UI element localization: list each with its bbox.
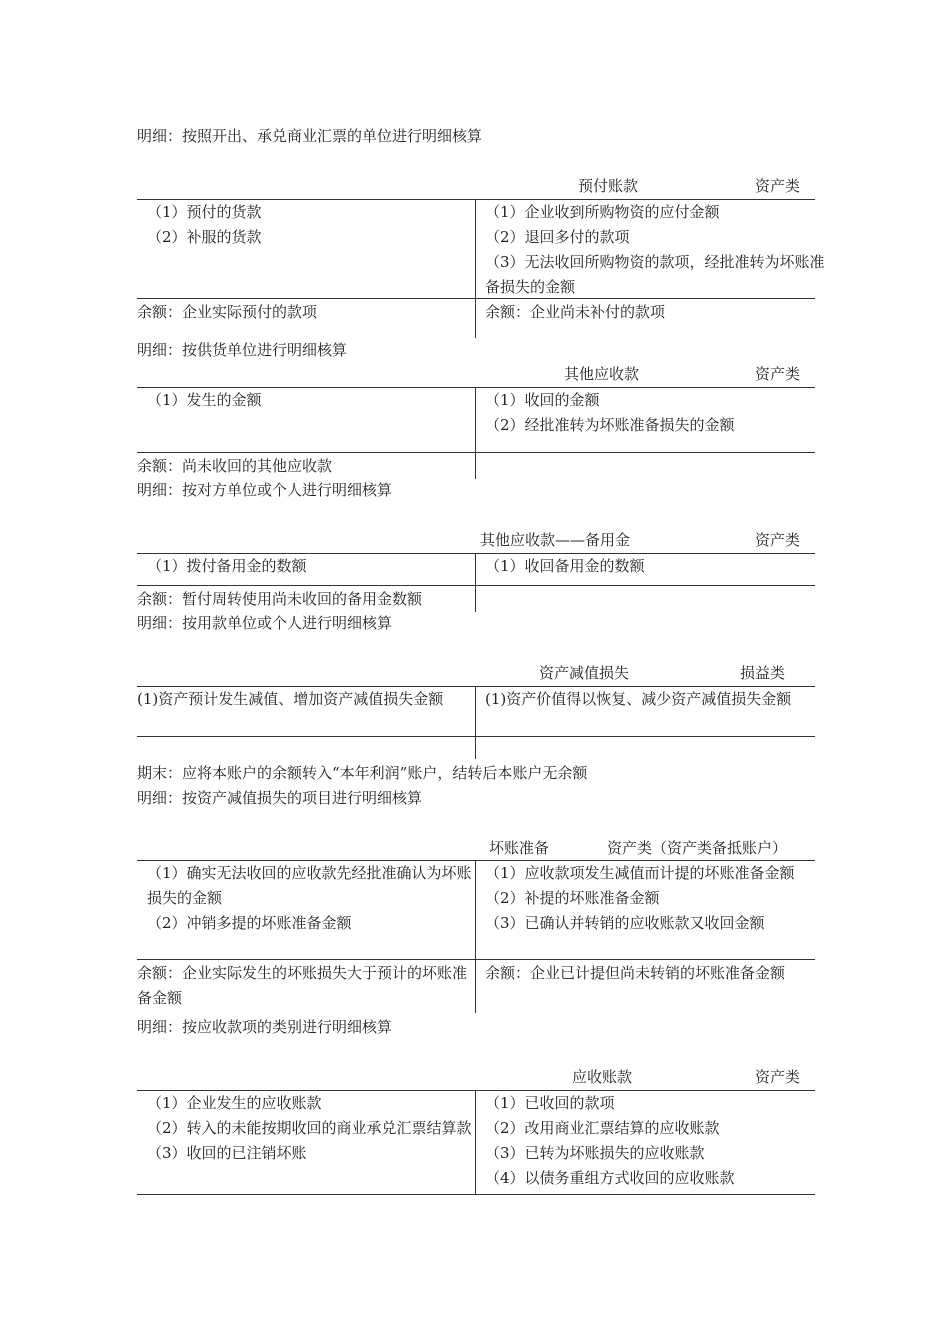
account-header-accounts-receivable — [137, 1065, 815, 1090]
detail-note: 明细：按资产减值损失的项目进行明细核算 — [137, 789, 423, 807]
period-end-note: 期末：应将本账户的余额转入“本年利润”账户，结转后本账户无余额 — [137, 764, 588, 782]
bottom-rule — [137, 1194, 815, 1195]
debit-entry: (1)资产预计发生减值、增加资产减值损失金额 — [137, 690, 444, 708]
t-account-petty-cash — [137, 553, 815, 586]
account-header-petty-cash — [137, 528, 815, 553]
debit-entry: （1）发生的金额 — [147, 391, 262, 409]
t-account-bad-debt — [137, 860, 815, 960]
credit-entry: （2）补提的坏账准备金额 — [485, 889, 660, 907]
debit-entry: （1）预付的货款 — [147, 203, 262, 221]
balance-row-bad-debt — [137, 959, 815, 1012]
account-header-impairment — [137, 661, 815, 686]
detail-note: 明细：按用款单位或个人进行明细核算 — [137, 614, 393, 632]
account-header-other-receivable — [137, 362, 815, 387]
account-name: 其他应收款——备用金 — [480, 531, 631, 549]
credit-entry: （4）以债务重组方式收回的应收账款 — [485, 1169, 735, 1187]
credit-side — [485, 861, 815, 936]
credit-entry: （3）已确认并转销的应收账款又收回金额 — [485, 914, 765, 932]
account-category: 损益类 — [740, 664, 786, 682]
credit-balance: 余额：企业尚未补付的款项 — [485, 303, 666, 321]
debit-balance-empty — [137, 737, 476, 759]
debit-entry: （1）企业发生的应收账款 — [147, 1094, 322, 1112]
debit-balance: 余额：暂付周转使用尚未收回的备用金数额 — [137, 586, 476, 612]
credit-side — [485, 1091, 815, 1191]
credit-entry: (1)资产价值得以恢复、减少资产减值损失金额 — [485, 690, 792, 708]
debit-side — [137, 687, 476, 737]
credit-entry: （3）无法收回所购物资的款项，经批准转为坏账准备损失的金额 — [485, 253, 825, 296]
debit-entry: （2）冲销多提的坏账准备金额 — [147, 914, 352, 932]
debit-balance: 余额：尚未收回的其他应收款 — [137, 453, 476, 479]
account-header-bad-debt — [137, 836, 815, 861]
balance-row-petty-cash — [137, 585, 815, 611]
debit-entry: （1）确实无法收回的应收款先经批准确认为坏账损失的金额 — [147, 864, 472, 907]
debit-balance: 余额：企业实际预付的款项 — [137, 299, 476, 338]
balance-row-impairment — [137, 736, 815, 759]
account-category: 资产类 — [755, 365, 801, 383]
account-name: 其他应收款 — [564, 365, 640, 383]
account-category: 资产类 — [755, 531, 801, 549]
credit-entry: （1）收回备用金的数额 — [485, 557, 645, 575]
credit-side — [485, 200, 825, 300]
credit-entry: （1）企业收到所购物资的应付金额 — [485, 203, 720, 221]
detail-note: 明细：按供货单位进行明细核算 — [137, 341, 348, 359]
credit-side — [485, 687, 815, 712]
credit-entry: （2）经批准转为坏账准备损失的金额 — [485, 416, 735, 434]
detail-note: 明细：按应收款项的类别进行明细核算 — [137, 1018, 393, 1036]
debit-side — [137, 554, 476, 586]
debit-entry: （2）补服的货款 — [147, 228, 262, 246]
account-name: 应收账款 — [572, 1068, 633, 1086]
account-category: 资产类 — [755, 1068, 801, 1086]
account-header-prepaid — [137, 174, 815, 199]
credit-side — [485, 554, 815, 579]
credit-entry: （1）收回的金额 — [485, 391, 600, 409]
debit-balance: 余额：企业实际发生的坏账损失大于预计的坏账准备金额 — [137, 960, 476, 1013]
t-account-prepaid — [137, 199, 825, 299]
credit-entry: （2）退回多付的款项 — [485, 228, 630, 246]
credit-entry: （3）已转为坏账损失的应收账款 — [485, 1144, 705, 1162]
account-name: 预付账款 — [578, 177, 639, 195]
t-account-accounts-receivable — [137, 1090, 815, 1195]
debit-entry: （3）收回的已注销坏账 — [147, 1144, 307, 1162]
account-name: 坏账准备 — [489, 839, 550, 857]
intro-note: 明细：按照开出、承兑商业汇票的单位进行明细核算 — [137, 127, 483, 145]
t-account-other-receivable — [137, 387, 815, 453]
detail-note: 明细：按对方单位或个人进行明细核算 — [137, 481, 393, 499]
debit-side — [137, 1091, 476, 1195]
debit-side — [137, 861, 476, 960]
debit-side — [137, 200, 476, 299]
credit-entry: （1）已收回的款项 — [485, 1094, 615, 1112]
debit-side — [137, 388, 476, 453]
debit-entry: （1）拨付备用金的数额 — [147, 557, 307, 575]
account-name: 资产减值损失 — [539, 664, 630, 682]
balance-row-prepaid — [137, 298, 815, 337]
account-category: 资产类 — [755, 177, 801, 195]
balance-row-other-receivable — [137, 452, 815, 478]
credit-entry: （2）改用商业汇票结算的应收账款 — [485, 1119, 720, 1137]
credit-balance: 余额：企业已计提但尚未转销的坏账准备金额 — [485, 964, 786, 982]
credit-side — [485, 388, 815, 438]
debit-entry: （2）转入的未能按期收回的商业承兑汇票结算款 — [147, 1119, 472, 1137]
credit-entry: （1）应收款项发生减值而计提的坏账准备金额 — [485, 864, 795, 882]
t-account-impairment — [137, 686, 815, 737]
account-category: 资产类（资产类备抵账户） — [607, 839, 788, 857]
